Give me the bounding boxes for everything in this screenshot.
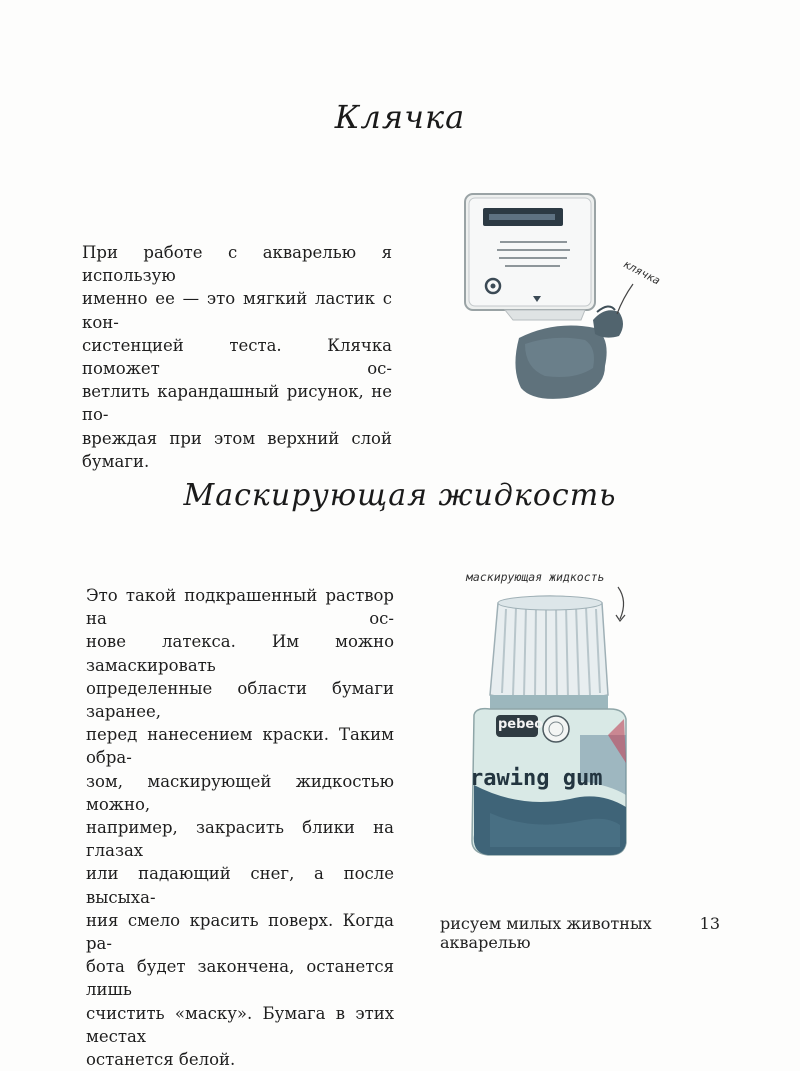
kneaded-eraser-annotation: клячка <box>621 257 663 288</box>
running-title: рисуем милых животных акварелью <box>440 914 652 952</box>
section-title-masking-fluid: Маскирующая жидкость <box>183 478 617 513</box>
paragraph-line: зом, маскирующей жидкостью можно, <box>86 771 394 814</box>
bottle-brand-label: pebeo <box>498 717 544 732</box>
paragraph-line: Это такой подкрашенный раствор на ос- <box>86 586 394 629</box>
paragraph-line: счистить «маску». Бумага в этих местах <box>86 1003 394 1046</box>
paragraph-line: систенцией теста. Клячка поможет ос- <box>82 335 392 379</box>
kneaded-eraser-paragraph <box>82 241 392 473</box>
bottle-product-label: rawing gum <box>470 766 603 791</box>
page-footer <box>440 914 730 952</box>
paragraph-line: ветлить карандашный рисунок, не по- <box>82 382 392 425</box>
paragraph-line: При работе с акварелью я использую <box>82 243 392 286</box>
paragraph-line: нове латекса. Им можно замаскировать <box>86 632 394 675</box>
section-title-kneaded-eraser: Клячка <box>334 98 466 136</box>
paragraph-line: бота будет закончена, останется лишь <box>86 957 394 1000</box>
paragraph-line: перед нанесением краски. Таким обра- <box>86 725 394 768</box>
page-number: 13 <box>699 914 720 933</box>
paragraph-line: определенные области бумаги заранее, <box>86 678 394 722</box>
masking-fluid-bottle-illustration <box>460 585 640 860</box>
kneaded-eraser-illustration <box>455 188 655 418</box>
paragraph-line: останется белой. <box>86 1050 236 1070</box>
paragraph-line: вреждая при этом верхний слой бумаги. <box>82 428 392 471</box>
masking-fluid-paragraph <box>86 584 394 1071</box>
paragraph-line: или падающий снег, а после высыха- <box>86 864 394 907</box>
paragraph-line: именно ее — это мягкий ластик с кон- <box>82 289 392 332</box>
paragraph-line: например, закрасить блики на глазах <box>86 818 394 861</box>
masking-fluid-annotation: маскирующая жидкость <box>466 570 605 584</box>
paragraph-line: ния смело красить поверх. Когда ра- <box>86 910 394 954</box>
